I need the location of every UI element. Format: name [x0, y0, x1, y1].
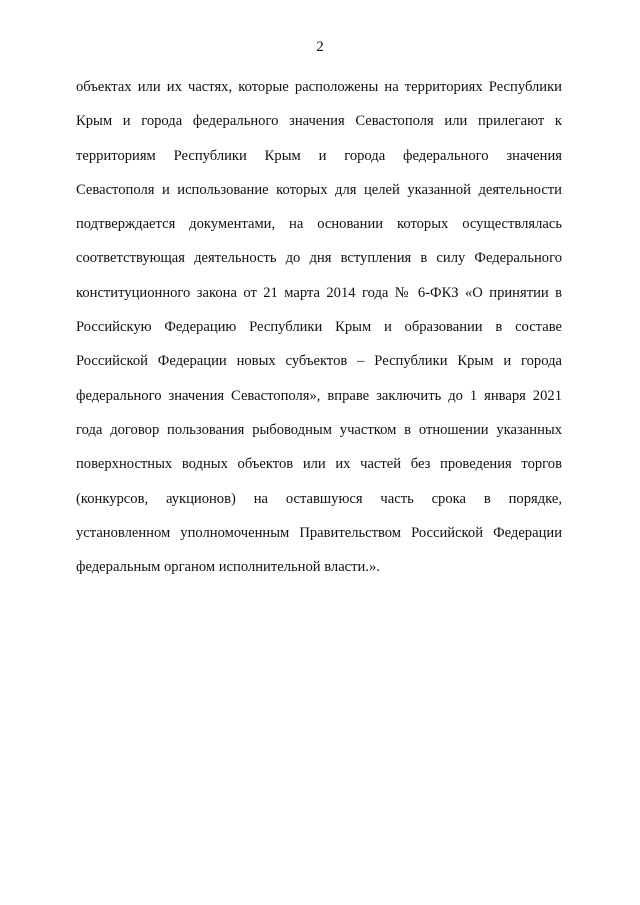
text-line: года договор пользования рыбоводным участком в отношении указанных — [76, 421, 562, 438]
text-line: федерального значения Севастополя», вправе заключить до 1 января 2021 — [76, 387, 562, 404]
text-line: конституционного закона от 21 марта 2014 года № 6-ФКЗ «О принятии в — [76, 284, 562, 301]
text-line: (конкурсов, аукционов) на оставшуюся часть срока в порядке, — [76, 490, 562, 507]
text-line: Крым и города федерального значения Севастополя или прилегают к — [76, 113, 562, 130]
text-line: Севастополя и использование которых для целей указанной деятельности — [76, 181, 562, 198]
text-line: объектах или их частях, которые расположены на территориях Республики — [76, 79, 562, 95]
text-line: установленном уполномоченным Правительством Российской Федерации — [76, 524, 562, 541]
text-line: подтверждается документами, на основании которых осуществлялась — [76, 216, 562, 233]
text-line: территориям Республики Крым и города федерального значения — [76, 147, 562, 164]
text-line: соответствующая деятельность до дня вступления в силу Федерального — [76, 250, 562, 267]
text-line: поверхностных водных объектов или их частей без проведения торгов — [76, 456, 562, 473]
text-line: Российской Федерации новых субъектов – Республики Крым и города — [76, 353, 562, 370]
text-line: Российскую Федерацию Республики Крым и образовании в составе — [76, 319, 562, 336]
text-line-last: федеральным органом исполнительной власти.». — [76, 559, 380, 576]
body-paragraph — [76, 76, 562, 590]
page-number: 2 — [316, 39, 324, 55]
